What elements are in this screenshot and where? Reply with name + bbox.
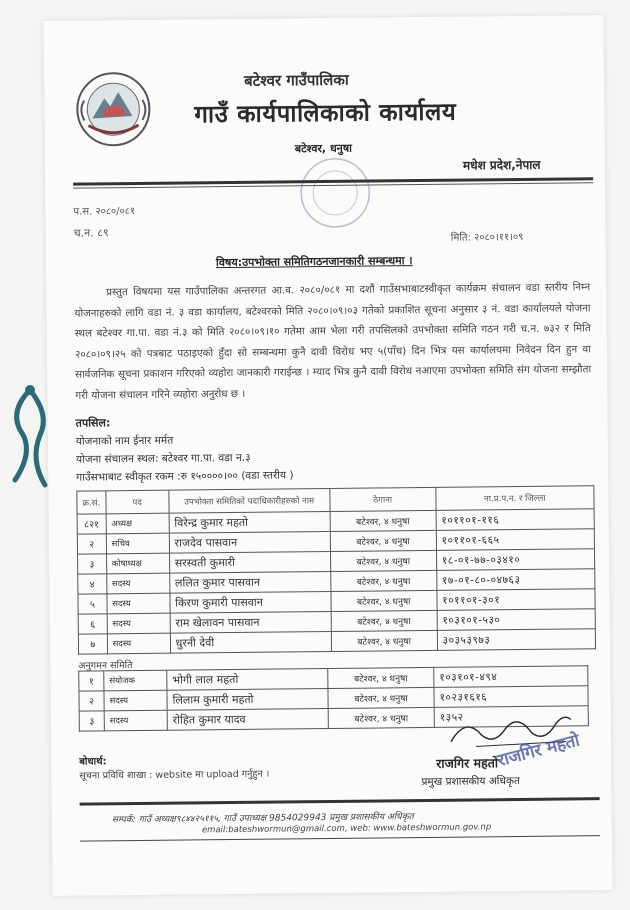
nepal-emblem-icon — [74, 70, 153, 149]
office-address: बटेश्वर, धनुषा — [294, 141, 353, 156]
cell-name: सरस्वती कुमारी — [169, 551, 330, 573]
subject-line: विषय:उपभोक्ता समितिगठनजानकारी सम्बन्धमा । — [215, 254, 413, 270]
body-text: प्रस्तुत विषयमा यस गाउँपालिका अन्तरगत आ.व. २०८०/०८१ मा दशौं गाउँसभाबाटस्वीकृत कार्यक्रम संचालन वडा स्तरीय निम्न योजनाहरुको लागि वडा नं. ३ वडा कार्यालय, बटेश्वरको मिति २०८०।०९।०३ गतेको प्रकाशित सूचना अनुसार ३ नं. वडा कार्यालयले योजना स्थल बटेश्वर गा.पा. वडा नं.३ को मिति २०८०।०९।१० गतेमा आम भेला गरी तपसिलको उपभोक्ता समिति गठन गरी च.न. ७३२ र मिति २०८०।०९।२५ को पत्रबाट पठाइएको हुँदा सो सम्बन्धमा कुनै दावी विरोध भए ५(पाँच) दिन भित्र यस कार्यालयमा निवेदन दिन हुन वा सार्वजनिक सूचना प्रकाशन गरिएको व्यहोरा जानकारी गराईन्छ । म्याद भित्र कुनै दावी विरोध नआएमा उपभोक्ता समिति संग योजना सम्झौता गरी योजना संचालन गरिने व्यहोरा अनुरोध छ । — [74, 281, 592, 402]
cell-citizenship: १०३१०१-५३० — [437, 609, 596, 631]
municipality-name: बटेश्वर गाउँपालिका — [243, 70, 349, 90]
cell-citizenship: ३०३५३९७३ — [437, 629, 596, 651]
cell-name: किरण कुमारी पासवान — [170, 591, 331, 613]
signatory-name: राजगिर महतो — [436, 755, 499, 771]
cell-address: बटेश्वर, ४ धनुषा — [330, 530, 436, 551]
col-address: ठेगाना — [330, 487, 436, 511]
date-ref: मिति: २०८०।११।०९ — [450, 231, 524, 244]
cell-address: बटेश्वर, ४ धनुषा — [328, 687, 434, 708]
province-label: मधेश प्रदेश,नेपाल — [462, 157, 541, 173]
cell-sn: १ — [79, 671, 104, 691]
cell-address: बटेश्वर, ४ धनुषा — [331, 590, 437, 611]
cell-name: ललित कुमार पासवान — [169, 571, 330, 593]
project-budget: गाउँसभाबाट स्वीकृत रकम :रु १५००००।०० (वडा स्तरीय ) — [76, 469, 294, 484]
cell-name: रोहित कुमार यादव — [167, 709, 328, 731]
cell-address: बटेश्वर, ४ धनुषा — [328, 667, 434, 688]
cell-position: सदस्य — [107, 593, 170, 614]
cell-sn: ४ — [78, 574, 107, 594]
cell-citizenship: १३५२ — [434, 706, 588, 728]
cell-address: बटेश्वर, ४ धनुषा — [330, 510, 436, 531]
faint-stamp-icon — [295, 152, 376, 233]
footer-rule — [80, 797, 600, 805]
cell-citizenship: १८-०१-७७-०३४१० — [436, 549, 595, 571]
office-title: गाउँ कार्यपालिकाको कार्यालय — [194, 97, 457, 129]
cell-position: सचिव — [106, 533, 169, 554]
tarfasil-heading: तपसिल: — [75, 416, 111, 430]
cell-sn: २ — [79, 691, 104, 711]
table-row — [78, 629, 595, 654]
body-paragraph — [74, 277, 591, 405]
col-citizenship: ना.प्र.प.न. र जिल्ला — [436, 486, 595, 511]
cell-sn: ७ — [78, 634, 107, 654]
cell-position: कोषाध्यक्ष — [106, 553, 169, 574]
cell-position: अध्यक्ष — [106, 513, 169, 534]
cell-address: बटेश्वर, ४ धनुषा — [328, 707, 434, 728]
cell-citizenship: १०११०१-११६ — [436, 509, 595, 531]
document-page — [43, 15, 612, 896]
signatory-title: प्रमुख प्रशासकीय अधिकृत — [421, 775, 521, 789]
cell-name: भोगी लाल महतो — [167, 669, 328, 691]
cell-citizenship: १७-०१-८०-०४७६३ — [436, 569, 595, 591]
col-position: पद — [106, 490, 169, 514]
cell-sn: ३ — [79, 711, 104, 731]
monitoring-committee-label: अनुगमन समिति — [78, 660, 133, 672]
cell-address: बटेश्वर, ४ धनुषा — [330, 550, 436, 571]
cell-position: संयोजक — [104, 670, 167, 691]
pa-sa-ref: प.स. २०८०/०८१ — [73, 206, 136, 218]
footer-rule-thin — [80, 835, 600, 841]
cell-name: राजदेव पासवान — [169, 531, 330, 553]
committee-table — [76, 485, 596, 654]
cell-sn: ६ — [78, 614, 107, 634]
cell-name: लिलाम कुमारी महतो — [167, 689, 328, 711]
project-location: योजना संचालन स्थल: बटेश्वर गा.पा. वडा न.३ — [75, 451, 251, 466]
cell-citizenship: १०११०१-६६५ — [436, 529, 595, 551]
cell-address: बटेश्वर, ४ धनुषा — [330, 570, 436, 591]
cell-name: धुरनी देवी — [170, 631, 331, 653]
cell-address: बटेश्वर, ४ धनुषा — [331, 630, 437, 651]
cell-sn: ३ — [78, 554, 107, 574]
cell-position: सदस्य — [107, 633, 170, 654]
cell-citizenship: १०२३१६१६ — [434, 686, 588, 708]
cell-position: सदस्य — [107, 613, 170, 634]
cell-address: बटेश्वर, ४ धनुषा — [331, 610, 437, 631]
cell-citizenship: १०३१०१-४९४ — [434, 666, 588, 688]
cell-sn: ५ — [78, 594, 107, 614]
cell-name: राम खेलावन पासवान — [170, 611, 331, 633]
note-text: सूचना प्रविधि शाखा : website मा upload गर्नुहुन । — [79, 768, 270, 782]
footer-contact: सम्पर्क: गाउँ अध्यक्ष९८४४२५११५, गाउँ उपाध्यक्ष 9854029943 प्रमुख प्रशासकीय अधिकृत — [111, 812, 414, 826]
cell-position: सदस्य — [106, 573, 169, 594]
cell-citizenship: १०११०१-३०१ — [437, 589, 596, 611]
cell-sn: २ — [77, 534, 106, 554]
tied-string-icon — [0, 380, 60, 490]
cell-name: विरेन्द्र कुमार महतो — [169, 511, 330, 533]
official-stamp: राजगिर महतो — [495, 730, 582, 772]
note-title: बोधार्थ: — [79, 756, 107, 768]
cha-na-ref: च.न. ८९ — [73, 226, 109, 240]
project-name: योजनाको नाम ईनार मर्मत — [75, 434, 174, 448]
col-name: उपभोक्ता समितिको पदाधिकारीहरुको नाम — [169, 488, 330, 513]
footer-web: email:bateshwormun@gmail.com, web: www.bateshwormun.gov.np — [201, 822, 492, 836]
col-sn: क्र.सं. — [77, 491, 106, 514]
cell-position: सदस्य — [104, 690, 167, 711]
cell-sn: ८२१ — [77, 514, 106, 534]
cell-position: सदस्य — [104, 710, 167, 731]
